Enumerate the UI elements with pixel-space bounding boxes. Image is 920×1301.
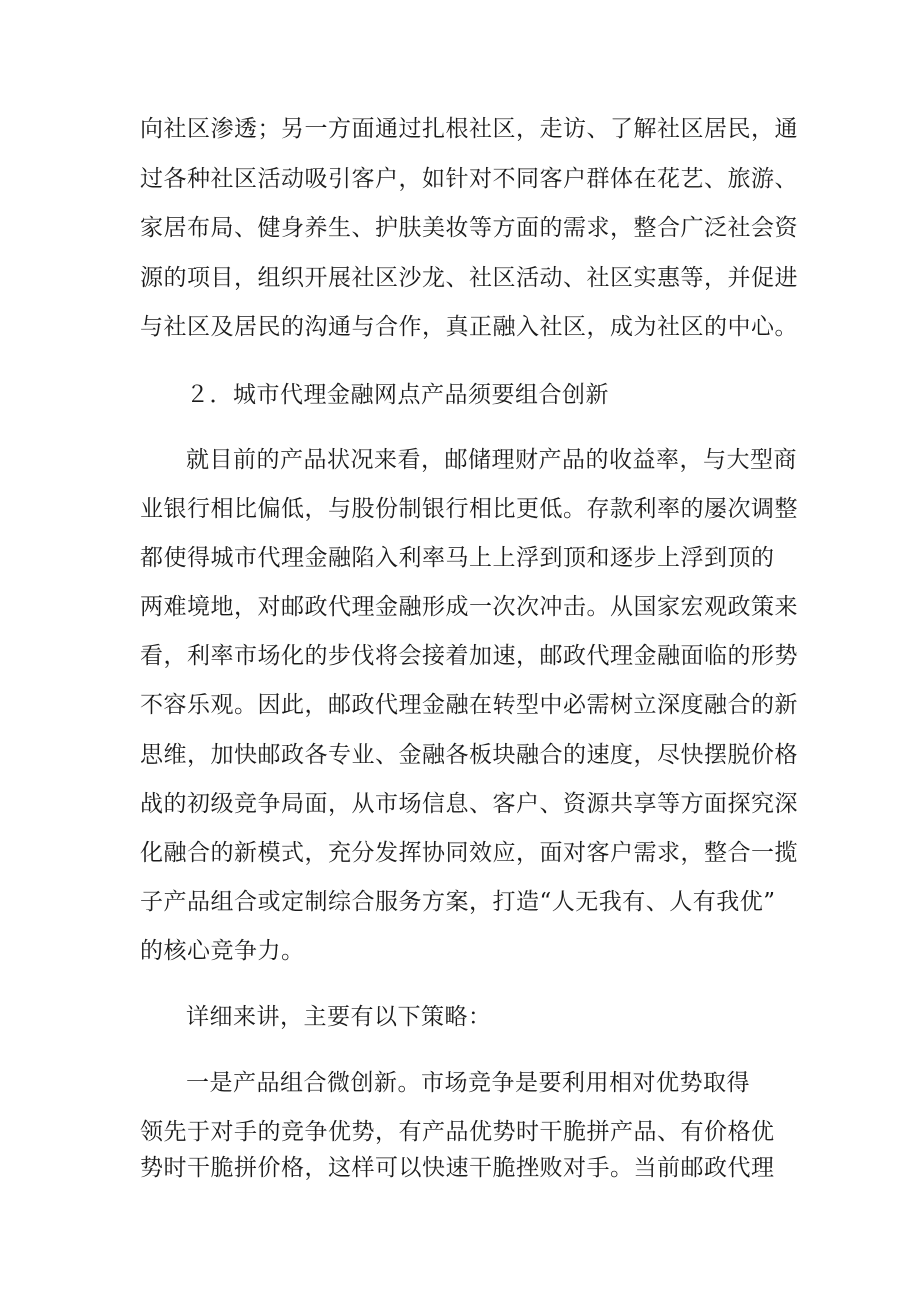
paragraph-line: 思维，加快邮政各专业、金融各板块融合的速度，尽快摆脱价格	[140, 742, 798, 768]
paragraph-line: 业银行相比偏低，与股份制银行相比更低。存款利率的屡次调整	[140, 496, 798, 522]
paragraph-line: 化融合的新模式，充分发挥协同效应，面对客户需求，整合一揽	[140, 840, 798, 866]
paragraph-line: 两难境地，对邮政代理金融形成一次次冲击。从国家宏观政策来	[140, 594, 798, 620]
paragraph-line: 都使得城市代理金融陷入利率马上上浮到顶和逐步上浮到顶的	[140, 545, 775, 571]
section-heading: ２．城市代理金融网点产品须要组合创新	[186, 382, 609, 408]
paragraph-line: 向社区渗透；另一方面通过扎根社区，走访、了解社区居民，通	[140, 116, 798, 142]
paragraph-line: 不容乐观。因此，邮政代理金融在转型中必需树立深度融合的新	[140, 692, 798, 718]
paragraph-line: 就目前的产品状况来看，邮储理财产品的收益率，与大型商	[186, 447, 797, 473]
paragraph-line: 战的初级竞争局面，从市场信息、客户、资源共享等方面探究深	[140, 791, 798, 817]
paragraph-line: 子产品组合或定制综合服务方案，打造“人无我有、人有我优”	[140, 889, 776, 915]
paragraph-line: 的核心竞争力。	[140, 938, 305, 964]
paragraph-line: 势时干脆拼价格，这样可以快速干脆挫败对手。当前邮政代理	[140, 1155, 775, 1181]
paragraph-line: 与社区及居民的沟通与合作，真正融入社区，成为社区的中心。	[140, 314, 798, 340]
paragraph-line: 家居布局、健身养生、护肤美妆等方面的需求，整合广泛社会资	[140, 215, 798, 241]
paragraph-line: 看，利率市场化的步伐将会接着加速，邮政代理金融面临的形势	[140, 643, 798, 669]
paragraph-line: 领先于对手的竞争优势，有产品优势时干脆拼产品、有价格优	[140, 1119, 775, 1145]
paragraph-line: 过各种社区活动吸引客户，如针对不同客户群体在花艺、旅游、	[140, 166, 798, 192]
paragraph-line: 详细来讲，主要有以下策略：	[186, 1004, 492, 1030]
paragraph-line: 源的项目，组织开展社区沙龙、社区活动、社区实惠等，并促进	[140, 265, 798, 291]
paragraph-line: 一是产品组合微创新。市场竞争是要利用相对优势取得	[186, 1070, 750, 1096]
